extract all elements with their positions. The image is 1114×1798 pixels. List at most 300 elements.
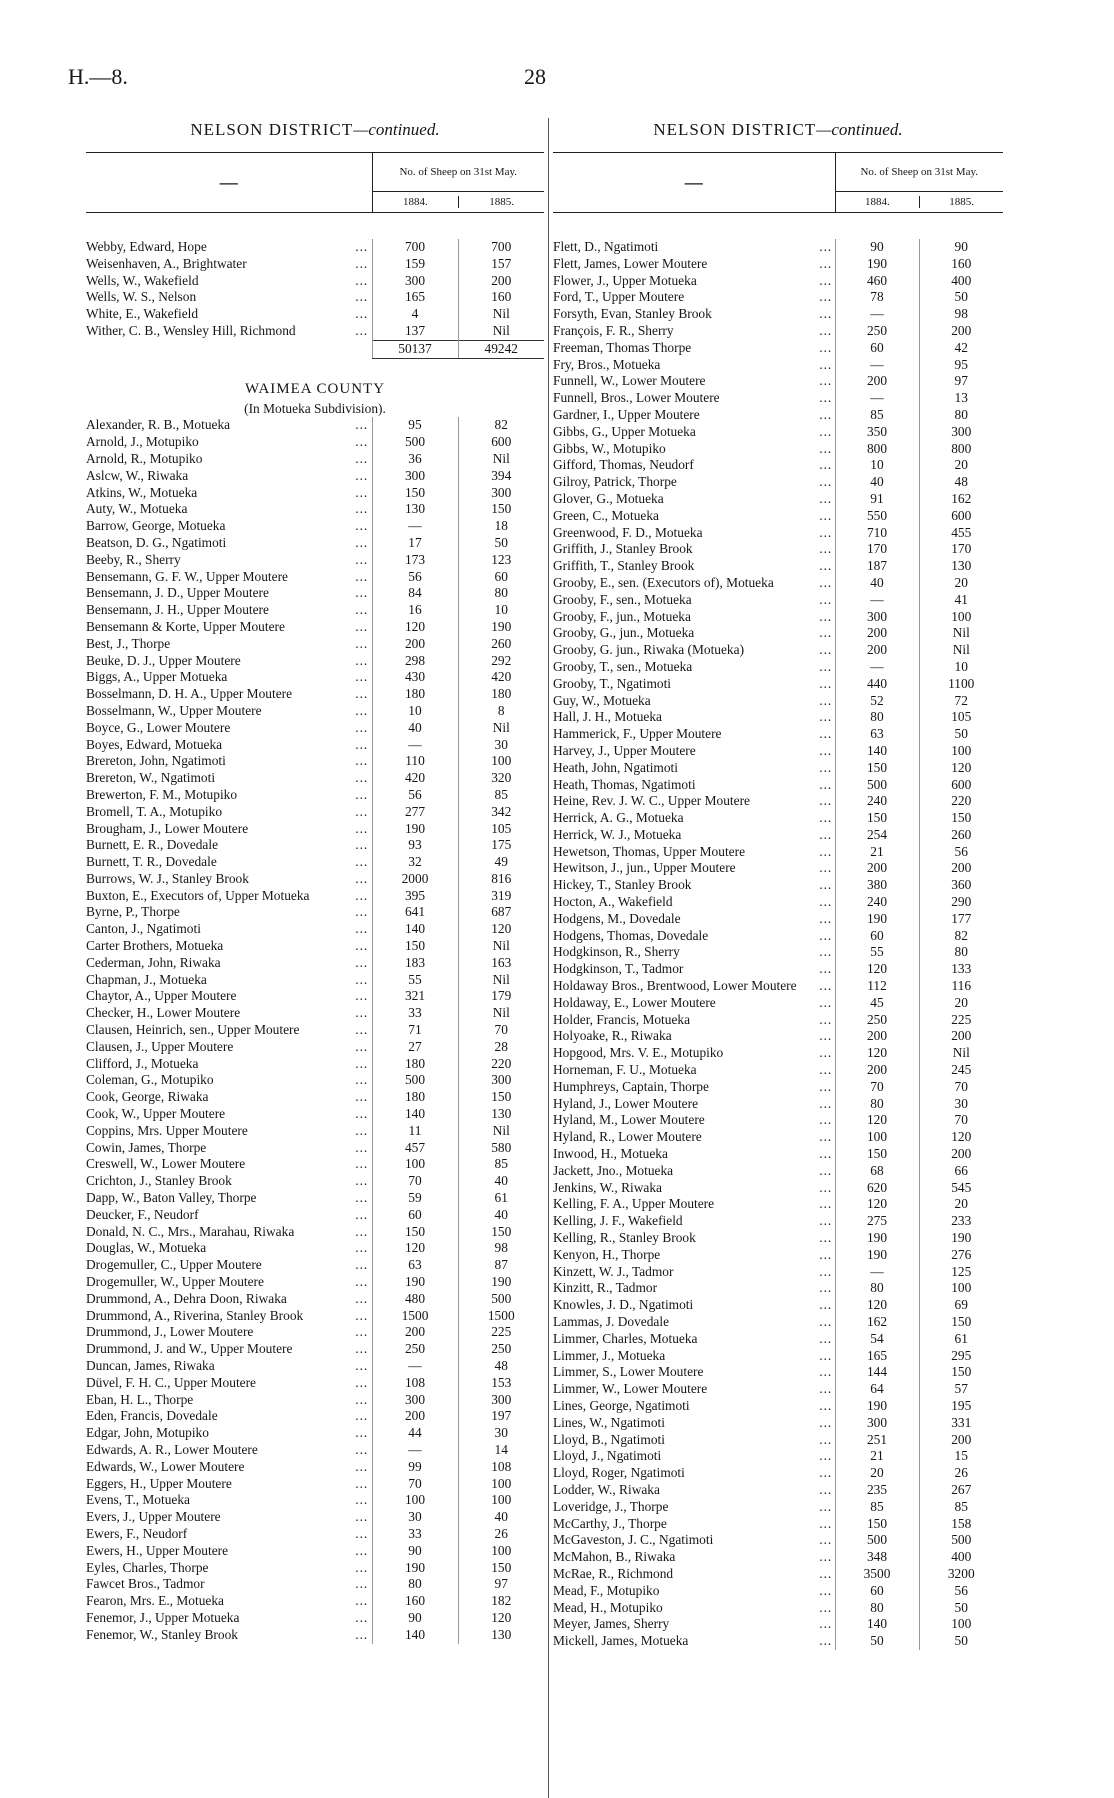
sheep-1884: 251 [835, 1432, 919, 1449]
owner-name: Holder, Francis, Motueka [553, 1011, 691, 1027]
table-row [553, 1196, 1003, 1213]
sheep-1884: 140 [835, 743, 919, 760]
owner-name: Hocton, A., Wakefield [553, 894, 673, 910]
table-row [553, 558, 1003, 575]
sheep-1885: 72 [919, 693, 1003, 710]
table-row [86, 1039, 544, 1056]
owner-name: Douglas, W., Motueka [86, 1240, 207, 1256]
sheep-1885: 20 [919, 995, 1003, 1012]
sheep-1885: 190 [919, 1230, 1003, 1247]
table-row [553, 1247, 1003, 1264]
sheep-1884: 200 [835, 642, 919, 659]
leader-dots: ... [355, 467, 369, 483]
table-row [86, 904, 544, 921]
sheep-1884: 56 [372, 787, 458, 804]
sheep-1884: — [835, 592, 919, 609]
leader-dots: ... [355, 1559, 369, 1575]
sheep-1884: 108 [372, 1375, 458, 1392]
owner-name: Lloyd, Roger, Ngatimoti [553, 1465, 685, 1481]
owner-name: Hewitson, J., jun., Upper Moutere [553, 860, 736, 876]
leader-dots: ... [355, 938, 369, 954]
leader-dots: ... [355, 669, 369, 685]
leader-dots: ... [819, 742, 833, 758]
owner-name: Clausen, J., Upper Moutere [86, 1038, 234, 1054]
sheep-1885: 545 [919, 1180, 1003, 1197]
table-row [553, 1381, 1003, 1398]
leader-dots: ... [355, 1072, 369, 1088]
sheep-1884: 187 [835, 558, 919, 575]
sheep-1884: 44 [372, 1425, 458, 1442]
sheep-1885: 15 [919, 1448, 1003, 1465]
table-row [553, 743, 1003, 760]
leader-dots: ... [355, 534, 369, 550]
leader-dots: ... [819, 759, 833, 775]
year-1885-header: 1885. [458, 196, 544, 208]
sheep-1884: 140 [835, 1616, 919, 1633]
table-row [553, 1230, 1003, 1247]
leader-dots: ... [819, 239, 833, 254]
leader-dots: ... [819, 1364, 833, 1380]
owner-name: Beuke, D. J., Upper Moutere [86, 652, 241, 668]
sheep-1885: 220 [458, 1056, 544, 1073]
table-row [553, 1398, 1003, 1415]
sheep-1885: 108 [458, 1459, 544, 1476]
table-row [86, 619, 544, 636]
leader-dots: ... [355, 289, 369, 305]
leader-dots: ... [355, 1425, 369, 1441]
table-row [86, 1173, 544, 1190]
table-row [86, 1207, 544, 1224]
sheep-1884: 180 [372, 1089, 458, 1106]
table-row [553, 323, 1003, 340]
table-row [86, 1274, 544, 1291]
leader-dots: ... [355, 1509, 369, 1525]
owner-name: Edwards, W., Lower Moutere [86, 1458, 245, 1474]
sheep-1885: 56 [919, 1583, 1003, 1600]
sheep-1884: 457 [372, 1140, 458, 1157]
leader-dots: ... [355, 1391, 369, 1407]
owner-name: Herrick, A. G., Motueka [553, 810, 684, 826]
sheep-1885: 100 [919, 743, 1003, 760]
table-row [553, 239, 1003, 256]
table-row [553, 1348, 1003, 1365]
table-row [86, 938, 544, 955]
leader-dots: ... [355, 904, 369, 920]
owner-name: Drogemuller, W., Upper Moutere [86, 1274, 264, 1290]
sheep-1884: 300 [372, 273, 458, 290]
owner-name: Donald, N. C., Mrs., Marahau, Riwaka [86, 1223, 295, 1239]
table-row [553, 474, 1003, 491]
owner-name: Gifford, Thomas, Neudorf [553, 457, 694, 473]
owner-name: Cook, George, Riwaka [86, 1089, 209, 1105]
sheep-1885: 50 [919, 726, 1003, 743]
table-row [553, 860, 1003, 877]
leader-dots: ... [819, 507, 833, 523]
table-row [86, 1576, 544, 1593]
sheep-1885: Nil [458, 1005, 544, 1022]
sheep-1884: 700 [372, 239, 458, 256]
sheep-1884: 50 [835, 1633, 919, 1650]
sheep-1885: 163 [458, 955, 544, 972]
leader-dots: ... [819, 1062, 833, 1078]
owner-name: Green, C., Motueka [553, 507, 659, 523]
sheep-1885: 85 [458, 1156, 544, 1173]
sheep-1885: 179 [458, 988, 544, 1005]
table-row [553, 810, 1003, 827]
sheep-1884: 190 [372, 1274, 458, 1291]
owner-name: Kenyon, H., Thorpe [553, 1246, 661, 1262]
leader-dots: ... [819, 1448, 833, 1464]
leader-dots: ... [355, 1307, 369, 1323]
sheep-1884: 300 [372, 468, 458, 485]
table-row [86, 770, 544, 787]
sheep-1884: 190 [835, 1247, 919, 1264]
table-row [553, 894, 1003, 911]
leader-dots: ... [355, 1257, 369, 1273]
owner-name: Drummond, A., Riverina, Stanley Brook [86, 1307, 304, 1323]
sheep-1885: 342 [458, 804, 544, 821]
sheep-1884: 112 [835, 978, 919, 995]
sheep-1885: 600 [919, 508, 1003, 525]
table-row [553, 1146, 1003, 1163]
leader-dots: ... [819, 1263, 833, 1279]
table-row [86, 1324, 544, 1341]
leader-dots: ... [355, 988, 369, 1004]
sheep-1884: 550 [835, 508, 919, 525]
year-1884-header: 1884. [865, 196, 890, 208]
sheep-1885: 133 [919, 961, 1003, 978]
sheep-1885: 80 [919, 407, 1003, 424]
sheep-1885: 245 [919, 1062, 1003, 1079]
sheep-1885: 600 [919, 777, 1003, 794]
table-row [553, 1096, 1003, 1113]
table-row [553, 407, 1003, 424]
owner-name: Fearon, Mrs. E., Motueka [86, 1593, 224, 1609]
leader-dots: ... [355, 820, 369, 836]
sheep-1884: 620 [835, 1180, 919, 1197]
table-row [86, 273, 544, 290]
leader-dots: ... [819, 709, 833, 725]
leader-dots: ... [819, 1011, 833, 1027]
sheep-1884: 99 [372, 1459, 458, 1476]
leader-dots: ... [355, 1408, 369, 1424]
sheep-1884: 150 [835, 1146, 919, 1163]
leader-dots: ... [355, 518, 369, 534]
sheep-1884: 90 [835, 239, 919, 256]
owner-name: Fenemor, W., Stanley Brook [86, 1626, 238, 1642]
leader-dots: ... [819, 1330, 833, 1346]
table-row [553, 642, 1003, 659]
sheep-1885: 100 [919, 1616, 1003, 1633]
sheep-1885: 130 [458, 1106, 544, 1123]
table-row [553, 777, 1003, 794]
sheep-1885: 125 [919, 1264, 1003, 1281]
sheep-1884: 380 [835, 877, 919, 894]
sheep-1884: 91 [835, 491, 919, 508]
leader-dots: ... [819, 440, 833, 456]
sheep-1885: 98 [919, 306, 1003, 323]
sheep-1885: 300 [919, 424, 1003, 441]
owner-name: Hewetson, Thomas, Upper Moutere [553, 843, 746, 859]
leader-dots: ... [819, 692, 833, 708]
leader-dots: ... [819, 658, 833, 674]
table-row [553, 1600, 1003, 1617]
table-row [86, 1627, 544, 1644]
sheep-1884: 54 [835, 1331, 919, 1348]
sheep-1885: 400 [919, 1549, 1003, 1566]
sheep-1885: 26 [919, 1465, 1003, 1482]
sheep-1884: 162 [835, 1314, 919, 1331]
sheep-1884: 250 [372, 1341, 458, 1358]
leader-dots: ... [819, 1414, 833, 1430]
table-row [553, 1566, 1003, 1583]
table-row [553, 693, 1003, 710]
sheep-1884: 298 [372, 653, 458, 670]
sheep-1884: 430 [372, 669, 458, 686]
table-row [86, 1308, 544, 1325]
owner-name: Aslcw, W., Riwaka [86, 467, 189, 483]
table-row [86, 1224, 544, 1241]
leader-dots: ... [819, 1112, 833, 1128]
sheep-1885: 48 [919, 474, 1003, 491]
owner-name: Mead, H., Motupiko [553, 1599, 663, 1615]
leader-dots: ... [355, 1525, 369, 1541]
owner-name: Creswell, W., Lower Moutere [86, 1156, 246, 1172]
owner-name: Glover, G., Motueka [553, 490, 664, 506]
sheep-1885: 40 [458, 1207, 544, 1224]
leader-dots: ... [355, 239, 369, 254]
sheep-1885: 195 [919, 1398, 1003, 1415]
table-row [86, 1056, 544, 1073]
leader-dots: ... [819, 1129, 833, 1145]
table-row [86, 1408, 544, 1425]
sheep-1885: 50 [919, 1633, 1003, 1650]
sheep-1884: 190 [835, 911, 919, 928]
leader-dots: ... [355, 870, 369, 886]
table-row [553, 1045, 1003, 1062]
sheep-1884: 60 [835, 340, 919, 357]
sheep-1885: 162 [919, 491, 1003, 508]
table-row [553, 441, 1003, 458]
owner-name: Auty, W., Motueka [86, 501, 188, 517]
leader-dots: ... [355, 1626, 369, 1642]
sheep-1884: 33 [372, 1005, 458, 1022]
sheep-1884: 3500 [835, 1566, 919, 1583]
leader-dots: ... [355, 484, 369, 500]
sheep-1884: 190 [835, 256, 919, 273]
leader-dots: ... [819, 625, 833, 641]
sheep-1885: 70 [919, 1079, 1003, 1096]
owner-name: Ewers, H., Upper Moutere [86, 1542, 229, 1558]
sheep-1884: 80 [835, 1096, 919, 1113]
sheep-1885: 10 [458, 602, 544, 619]
sheep-1884: 200 [835, 860, 919, 877]
owner-name: Beeby, R., Sherry [86, 551, 181, 567]
owner-name: Bensemann, J. H., Upper Moutere [86, 602, 269, 618]
table-row [86, 854, 544, 871]
table-row [553, 995, 1003, 1012]
sheep-1884: 150 [372, 1224, 458, 1241]
sheep-1884: 710 [835, 525, 919, 542]
sheep-1885: 197 [458, 1408, 544, 1425]
leader-dots: ... [355, 434, 369, 450]
sheep-1885: 200 [919, 1432, 1003, 1449]
owner-name: Evers, J., Upper Moutere [86, 1509, 221, 1525]
table-row [86, 602, 544, 619]
sheep-1884: 40 [835, 474, 919, 491]
leader-dots: ... [355, 1593, 369, 1609]
sheep-1884: 500 [372, 434, 458, 451]
sheep-1884: 180 [372, 686, 458, 703]
county-heading: WAIMEA COUNTY [244, 381, 386, 398]
owner-name: Mickell, James, Motueka [553, 1633, 689, 1649]
table-row [553, 1516, 1003, 1533]
leader-dots: ... [819, 524, 833, 540]
leader-dots: ... [819, 574, 833, 590]
owner-name: Flett, D., Ngatimoti [553, 239, 659, 254]
sheep-1885: 320 [458, 770, 544, 787]
table-row [86, 1442, 544, 1459]
sheep-1885: Nil [919, 625, 1003, 642]
leader-dots: ... [355, 1341, 369, 1357]
leader-dots: ... [819, 793, 833, 809]
leader-dots: ... [819, 1498, 833, 1514]
table-row [86, 1560, 544, 1577]
owner-name: Meyer, James, Sherry [553, 1616, 670, 1632]
owner-name: Grooby, F., jun., Motueka [553, 608, 691, 624]
sheep-1885: 200 [458, 273, 544, 290]
owner-name: Bromell, T. A., Motupiko [86, 803, 223, 819]
leader-dots: ... [819, 1431, 833, 1447]
sheep-1884: 68 [835, 1163, 919, 1180]
leader-dots: ... [355, 1609, 369, 1625]
subdivision-heading: (In Motueka Subdivision). [244, 400, 386, 416]
owner-name: Dapp, W., Baton Valley, Thorpe [86, 1190, 257, 1206]
table-row [86, 434, 544, 451]
leader-dots: ... [355, 323, 369, 339]
table-row [86, 1392, 544, 1409]
sheep-1884: 55 [835, 944, 919, 961]
sheep-1885: 233 [919, 1213, 1003, 1230]
sheep-1885: 816 [458, 871, 544, 888]
owner-name: Limmer, J., Motueka [553, 1347, 666, 1363]
page-header [0, 64, 1114, 104]
sheep-1884: — [372, 737, 458, 754]
leader-dots: ... [355, 1038, 369, 1054]
owner-name: Fry, Bros., Motueka [553, 356, 661, 372]
table-row [553, 1129, 1003, 1146]
table-row [553, 1314, 1003, 1331]
sheep-1884: 137 [372, 323, 458, 340]
leader-dots: ... [819, 289, 833, 305]
table-row [86, 1291, 544, 1308]
sheep-1884: 200 [835, 1028, 919, 1045]
table-row [553, 1028, 1003, 1045]
leader-dots: ... [819, 423, 833, 439]
owner-name: Evens, T., Motueka [86, 1492, 191, 1508]
owner-name: Lammas, J. Dovedale [553, 1314, 670, 1329]
leader-dots: ... [819, 726, 833, 742]
table-row [86, 1543, 544, 1560]
leader-dots: ... [819, 826, 833, 842]
sheep-1884: 183 [372, 955, 458, 972]
owner-name: Lloyd, J., Ngatimoti [553, 1448, 662, 1464]
year-1885-header: 1885. [919, 196, 1003, 208]
table-row [553, 1364, 1003, 1381]
owner-name: Heath, Thomas, Ngatimoti [553, 776, 696, 792]
leader-dots: ... [819, 1095, 833, 1111]
sheep-1885: Nil [458, 323, 544, 340]
owner-name: Funnell, Bros., Lower Moutere [553, 390, 720, 406]
table-row [86, 501, 544, 518]
owner-name: Hodgens, Thomas, Dovedale [553, 927, 709, 943]
sheep-1885: 70 [919, 1112, 1003, 1129]
sheep-1885: 20 [919, 575, 1003, 592]
leader-dots: ... [819, 1028, 833, 1044]
owner-name: Kinzitt, R., Tadmor [553, 1280, 658, 1296]
table-row [553, 928, 1003, 945]
sheep-1885: Nil [458, 306, 544, 323]
sheep-1884: 78 [835, 289, 919, 306]
sheep-1885: 66 [919, 1163, 1003, 1180]
table-header [553, 152, 1003, 213]
sheep-1884: 80 [372, 1576, 458, 1593]
sheep-1885: Nil [458, 938, 544, 955]
owner-name: Holyoake, R., Riwaka [553, 1028, 672, 1044]
table-row [553, 1180, 1003, 1197]
sheep-1885: Nil [458, 451, 544, 468]
leader-dots: ... [355, 921, 369, 937]
table-row [553, 357, 1003, 374]
table-row [553, 1482, 1003, 1499]
sheep-1885: 41 [919, 592, 1003, 609]
sheep-1885: 50 [919, 1600, 1003, 1617]
owner-name: Atkins, W., Motueka [86, 484, 198, 500]
sheep-1885: 580 [458, 1140, 544, 1157]
table-row [86, 256, 544, 273]
sheep-1885: 420 [458, 669, 544, 686]
owner-name: Loveridge, J., Thorpe [553, 1498, 669, 1514]
owner-name: Eban, H. L., Thorpe [86, 1391, 194, 1407]
sheep-1884: 350 [835, 424, 919, 441]
owner-name: Kelling, J. F., Wakefield [553, 1213, 683, 1229]
sheep-1884: 36 [372, 451, 458, 468]
leader-dots: ... [819, 1196, 833, 1212]
owner-name: Carter Brothers, Motueka [86, 938, 224, 954]
owner-name: Brougham, J., Lower Moutere [86, 820, 249, 836]
owner-name: Cederman, John, Riwaka [86, 954, 221, 970]
sheep-1884: — [835, 306, 919, 323]
leader-dots: ... [355, 1290, 369, 1306]
leader-dots: ... [819, 843, 833, 859]
leader-dots: ... [355, 719, 369, 735]
leader-dots: ... [355, 837, 369, 853]
table-row [553, 827, 1003, 844]
table-row [86, 535, 544, 552]
owner-name: Beatson, D. G., Ngatimoti [86, 534, 227, 550]
owner-name: Ewers, F., Neudorf [86, 1525, 188, 1541]
sheep-1885: Nil [458, 972, 544, 989]
table-row [553, 1079, 1003, 1096]
sheep-1885: 300 [458, 1072, 544, 1089]
leader-dots: ... [355, 954, 369, 970]
sheep-1884: 150 [835, 810, 919, 827]
sheep-1885: 500 [919, 1532, 1003, 1549]
owner-name: Hodgkinson, T., Tadmor [553, 961, 684, 977]
owner-name: Drummond, A., Dehra Doon, Riwaka [86, 1290, 287, 1306]
leader-dots: ... [355, 1576, 369, 1592]
leader-dots: ... [355, 585, 369, 601]
